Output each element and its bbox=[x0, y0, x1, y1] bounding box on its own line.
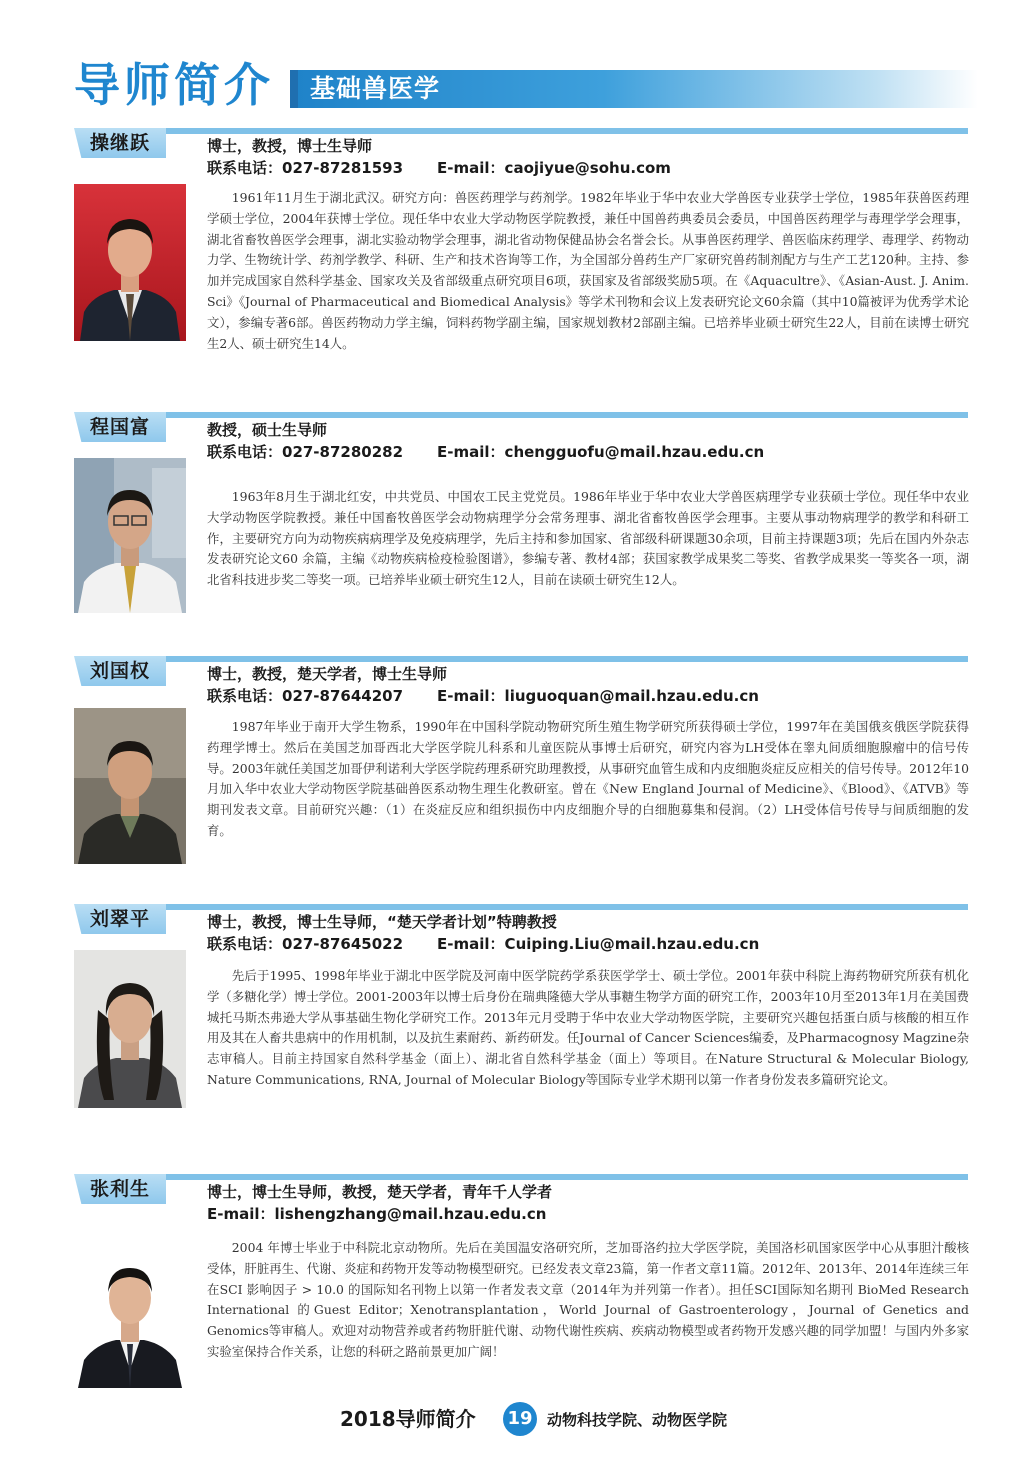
profile-card bbox=[0, 656, 1024, 878]
portrait-image bbox=[74, 950, 186, 1108]
advisor-bio: 先后于1995、1998年毕业于湖北中医学院及河南中医学院药学系获医学学士、硕士学位。2001年获中科院上海药物研究所获有机化学（多糖化学）博士学位。2001-2003年以博士后身份在瑞典隆德大学从事糖生物学方面的研究工作，2003年10月至2013年1月在美国费城托马斯杰弗逊大学从事基础生物化学研究工作。2013年元月受聘于华中农业大学动物医学院，主要研究兴趣包括蛋白质与核酸的相互作用及其在人畜共患病中的作用机制，以及抗生素耐药、新药研发。任Journal of Cancer Sciences编委，及Pharmacognosy Magzine杂志审稿人。目前主持国家自然科学基金（面上）、湖北省自然科学基金（面上）等项目。在Nature Structural & Molecular Biology, Nature Communications, RNA, Journal of Molecular Biology等国际专业学术期刊以第一作者身份发表多篇研究论文。 bbox=[207, 968, 969, 1087]
section-divider bbox=[166, 128, 968, 134]
footer-title: 2018导师简介 bbox=[340, 1407, 476, 1431]
contact-line bbox=[207, 934, 759, 954]
phone: 联系电话：027-87645022 bbox=[207, 935, 404, 953]
contact-line bbox=[207, 442, 764, 462]
portrait-image bbox=[74, 458, 186, 613]
page-header bbox=[0, 0, 1024, 120]
advisor-title: 教授，硕士生导师 bbox=[207, 421, 328, 439]
advisor-name: 刘国权 bbox=[89, 660, 150, 682]
advisor-bio: 2004 年博士毕业于中科院北京动物所。先后在美国温安洛研究所，芝加哥洛约拉大学医学院，美国洛杉矶国家医学中心从事胆汁酸核受体，肝脏再生、代谢、炎症和药物开发等动物模型研究。已经发表文章23篇，第一作者文章11篇。2012年、2013年、2014年连续三年在SCI 影响因子 > 10.0 的国际知名刊物上以第一作者发表文章（2014年为并列第一作者）。担任SCI国际知名期刊 BioMed Research International 的Guest Editor；Xenotransplantation，World Journal of Gastroenterology，Journal of Genetics and Genomics等审稿人。欢迎对动物营养或者药物肝脏代谢、动物代谢性疾病、疾病动物模型或者药物开发感兴趣的同学加盟！与国内外多家实验室保持合作关系，让您的科研之路前景更加广阔！ bbox=[207, 1240, 969, 1359]
advisor-name: 张利生 bbox=[89, 1178, 150, 1200]
advisor-bio: 1987年毕业于南开大学生物系，1990年在中国科学院动物研究所生殖生物学研究所获得硕士学位，1997年在美国俄亥俄医学院获得药理学博士。然后在美国芝加哥西北大学医学院儿科系和儿童医院从事博士后研究，研究内容为LH受体在睾丸间质细胞腺瘤中的信号传导。2003年就任美国芝加哥伊利诺利大学医学院药理系研究助理教授，从事研究血管生成和内皮细胞炎症反应相关的信号传导。2012年10月加入华中农业大学动物医学院基础兽医系动物生理生化教研室。曾在《New England Journal of Medicine》、《Blood》、《ATVB》等期刊发表文章。目前研究兴趣：（1）在炎症反应和组织损伤中内皮细胞介导的白细胞募集和侵润。（2）LH受体信号传导与间质细胞的发育。 bbox=[207, 719, 969, 838]
email: E-mail：liuguoquan@mail.hzau.edu.cn bbox=[437, 687, 759, 705]
portrait-photo bbox=[74, 708, 186, 864]
portrait-photo bbox=[74, 1234, 186, 1388]
email: E-mail：Cuiping.Liu@mail.hzau.edu.cn bbox=[437, 935, 760, 953]
advisor-bio: 1961年11月生于湖北武汉。研究方向：兽医药理学与药剂学。1982年毕业于华中农业大学兽医专业获学士学位，1985年获兽医药理学硕士学位，2004年获博士学位。现任华中农业大学动物医学院教授，兼任中国兽药典委员会委员，中国兽医药理学与毒理学学会理事，湖北省畜牧兽医学会理事，湖北实验动物学会理事，湖北省动物保健品协会名誉会长。从事兽医药理学、兽医临床药理学、毒理学、药物动力学、生物统计学、药剂学教学、科研、生产和技术咨询等工作，为全国部分兽药生产厂家研究兽药制剂配方与生产工艺120种。主持、参加并完成国家自然科学基金、国家攻关及省部级重点研究项目6项，获国家及省部级奖励5项。在《Aquacultre》、《Asian-Aust. J. Anim. Sci》《Journal of Pharmaceutical and Biomedical Analysis》等学术刊物和会议上发表研究论文60余篇（其中10篇被评为优秀学术论文），参编专著6部。兽医药物动力学主编，饲料药物学副主编，国家规划教材2部副主编。已培养毕业硕士研究生22人，目前在读博士研究生2人、硕士研究生14人。 bbox=[207, 190, 969, 351]
advisor-name: 操继跃 bbox=[89, 132, 150, 154]
header-band-edge bbox=[290, 70, 298, 108]
footer-college: 动物科技学院、动物医学院 bbox=[547, 1411, 728, 1429]
profile-card bbox=[0, 1174, 1024, 1396]
phone: 联系电话：027-87281593 bbox=[207, 159, 404, 177]
page-number: 19 bbox=[503, 1402, 537, 1436]
phone: 联系电话：027-87644207 bbox=[207, 687, 404, 705]
advisor-bio: 1963年8月生于湖北红安，中共党员、中国农工民主党党员。1986年毕业于华中农业大学兽医病理学专业获硕士学位。现任华中农业大学动物医学院教授。兼任中国畜牧兽医学会动物病理学分会常务理事、湖北省畜牧兽医学会理事。主要从事动物病理学的教学和科研工作，主要研究方向为动物疾病病理学及免疫病理学，先后主持和参加国家、省部级科研课题30余项，目前主持课题3项；先后在国内外杂志发表研究论文60 余篇，主编《动物疾病检疫检验图谱》，参编专著、教材4部；获国家教学成果奖二等奖、省教学成果奖一等奖各一项，湖北省科技进步奖二等奖一项。已培养毕业硕士研究生12人，目前在读硕士研究生12人。 bbox=[207, 489, 969, 588]
section-divider bbox=[166, 412, 968, 418]
email: E-mail：chengguofu@mail.hzau.edu.cn bbox=[437, 443, 765, 461]
contact-line bbox=[207, 1204, 546, 1224]
portrait-image bbox=[74, 184, 186, 341]
email: E-mail：lishengzhang@mail.hzau.edu.cn bbox=[207, 1205, 547, 1223]
advisor-title: 博士，教授，博士生导师，“楚天学者计划”特聘教授 bbox=[207, 913, 557, 931]
advisor-name: 程国富 bbox=[89, 416, 150, 438]
contact-line bbox=[207, 158, 671, 178]
profile-card bbox=[0, 128, 1024, 388]
contact-line bbox=[207, 686, 759, 706]
portrait-photo bbox=[74, 950, 186, 1108]
portrait-photo bbox=[74, 458, 186, 613]
portrait-image bbox=[74, 1234, 186, 1388]
section-divider bbox=[166, 904, 968, 910]
page-title: 导师简介 bbox=[74, 58, 274, 112]
phone: 联系电话：027-87280282 bbox=[207, 443, 404, 461]
profile-card bbox=[0, 904, 1024, 1154]
portrait-image bbox=[74, 708, 186, 864]
section-divider bbox=[166, 1174, 968, 1180]
page-footer bbox=[0, 1402, 1024, 1438]
advisor-title: 博士，教授，楚天学者，博士生导师 bbox=[207, 665, 448, 683]
email: E-mail：caojiyue@sohu.com bbox=[437, 159, 671, 177]
section-divider bbox=[166, 656, 968, 662]
advisor-title: 博士，博士生导师，教授，楚天学者，青年千人学者 bbox=[207, 1183, 553, 1201]
portrait-photo bbox=[74, 184, 186, 341]
advisor-title: 博士，教授，博士生导师 bbox=[207, 137, 373, 155]
profile-card bbox=[0, 412, 1024, 644]
section-subtitle: 基础兽医学 bbox=[310, 74, 441, 103]
advisor-name: 刘翠平 bbox=[89, 908, 150, 930]
